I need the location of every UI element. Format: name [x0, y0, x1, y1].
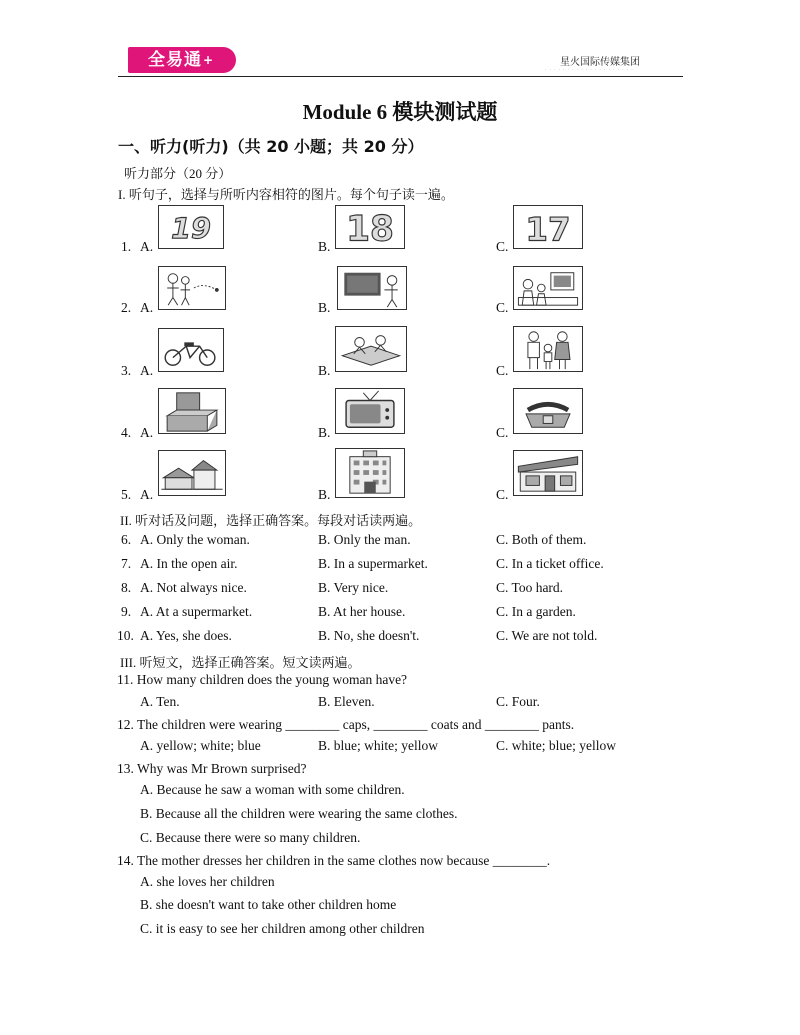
option-label: A.: [140, 300, 154, 315]
option-label: C.: [496, 487, 509, 502]
parents-child-icon[interactable]: [513, 326, 583, 372]
kids-playing-icon[interactable]: [158, 266, 226, 310]
option-b[interactable]: B. In a supermarket.: [318, 556, 428, 571]
option-label: B.: [318, 487, 331, 502]
option-c[interactable]: C. white; blue; yellow: [496, 738, 616, 753]
brand-logo: [128, 47, 236, 73]
question-number: 3.: [121, 363, 132, 378]
students-desk-icon[interactable]: [335, 326, 407, 372]
number-19-icon[interactable]: [158, 205, 224, 249]
question-stem: 14. The mother dresses her children in the same clothes now because ________.: [117, 853, 551, 868]
option-a[interactable]: A. yellow; white; blue: [140, 738, 261, 753]
teacher-blackboard-icon[interactable]: [337, 266, 407, 310]
computer-desk-icon[interactable]: [158, 388, 226, 434]
option-label: B.: [318, 425, 331, 440]
question-number: 9.: [121, 604, 132, 619]
option-label: C.: [496, 300, 509, 315]
option-label: B.: [318, 239, 331, 254]
option-c[interactable]: C. it is easy to see her children among other children: [140, 921, 425, 936]
question-stem: 13. Why was Mr Brown surprised?: [117, 761, 307, 776]
option-b[interactable]: B. Because all the children were wearing the same clothes.: [140, 806, 458, 821]
option-c[interactable]: C. Because there were so many children.: [140, 830, 361, 845]
television-icon[interactable]: [335, 388, 405, 434]
question-number: 6.: [121, 532, 132, 547]
logo-plus-icon: +: [203, 53, 215, 67]
svg-text:17: 17: [525, 210, 571, 248]
question-number: 2.: [121, 300, 132, 315]
number-17-icon[interactable]: [513, 205, 583, 249]
option-a[interactable]: A. she loves her children: [140, 874, 275, 889]
building-icon[interactable]: [335, 448, 405, 498]
option-a[interactable]: A. Because he saw a woman with some children.: [140, 782, 405, 797]
option-label: B.: [318, 363, 331, 378]
option-label: C.: [496, 239, 509, 254]
option-label: C.: [496, 363, 509, 378]
option-label: A.: [140, 363, 154, 378]
shop-icon[interactable]: [513, 450, 583, 496]
option-b[interactable]: B. At her house.: [318, 604, 406, 619]
option-label: A.: [140, 487, 154, 502]
header-divider: [118, 76, 683, 77]
family-tv-icon[interactable]: [513, 266, 583, 310]
option-a[interactable]: A. Yes, she does.: [140, 628, 232, 643]
option-b[interactable]: B. she doesn't want to take other children home: [140, 897, 397, 912]
question-number: 7.: [121, 556, 132, 571]
number-18-icon[interactable]: [335, 205, 405, 249]
question-number: 8.: [121, 580, 132, 595]
question-stem: 11. How many children does the young woman have?: [117, 672, 408, 687]
question-number: 1.: [121, 239, 132, 254]
option-b[interactable]: B. Eleven.: [318, 694, 375, 709]
section-heading: 一、听力(听力)（共 20 小题；共 20 分）: [118, 137, 424, 156]
part2-instruction: II. 听对话及问题，选择正确答案。每段对话读两遍。: [120, 513, 422, 528]
option-a[interactable]: A. Only the woman.: [140, 532, 250, 547]
option-c[interactable]: C. We are not told.: [496, 628, 598, 643]
option-c[interactable]: C. In a ticket office.: [496, 556, 604, 571]
telephone-icon[interactable]: [513, 388, 583, 434]
svg-text:18: 18: [346, 209, 394, 248]
option-c[interactable]: C. Too hard.: [496, 580, 564, 595]
option-label: B.: [318, 300, 331, 315]
option-b[interactable]: B. No, she doesn't.: [318, 628, 420, 643]
part3-instruction: III. 听短文，选择正确答案。短文读两遍。: [120, 655, 361, 670]
house-icon[interactable]: [158, 450, 226, 496]
option-label: C.: [496, 425, 509, 440]
option-a[interactable]: A. Ten.: [140, 694, 180, 709]
listening-part-label: 听力部分（20 分）: [124, 166, 232, 181]
option-c[interactable]: C. Both of them.: [496, 532, 587, 547]
publisher-logo-small-text: · · · · · · · · · · · · · · · · · · · ·: [545, 67, 634, 72]
option-label: A.: [140, 239, 154, 254]
question-stem: 12. The children were wearing ________ caps, ________ coats and ________ pants.: [117, 717, 575, 732]
option-b[interactable]: B. Only the man.: [318, 532, 411, 547]
option-c[interactable]: C. Four.: [496, 694, 540, 709]
option-a[interactable]: A. Not always nice.: [140, 580, 247, 595]
svg-text:19: 19: [171, 211, 211, 246]
option-label: A.: [140, 425, 154, 440]
page-title: Module 6 模块测试题: [302, 100, 498, 124]
logo-text: 全易通: [148, 50, 202, 70]
option-a[interactable]: A. In the open air.: [140, 556, 238, 571]
option-b[interactable]: B. blue; white; yellow: [318, 738, 438, 753]
question-number: 10.: [117, 628, 134, 643]
question-number: 5.: [121, 487, 132, 502]
motorbike-icon[interactable]: [158, 328, 224, 372]
question-number: 4.: [121, 425, 132, 440]
part1-instruction: I. 听句子，选择与所听内容相符的图片。每个句子读一遍。: [118, 187, 454, 202]
option-a[interactable]: A. At a supermarket.: [140, 604, 253, 619]
option-c[interactable]: C. In a garden.: [496, 604, 576, 619]
option-b[interactable]: B. Very nice.: [318, 580, 389, 595]
publisher-name: 星火国际传媒集团: [560, 57, 640, 68]
